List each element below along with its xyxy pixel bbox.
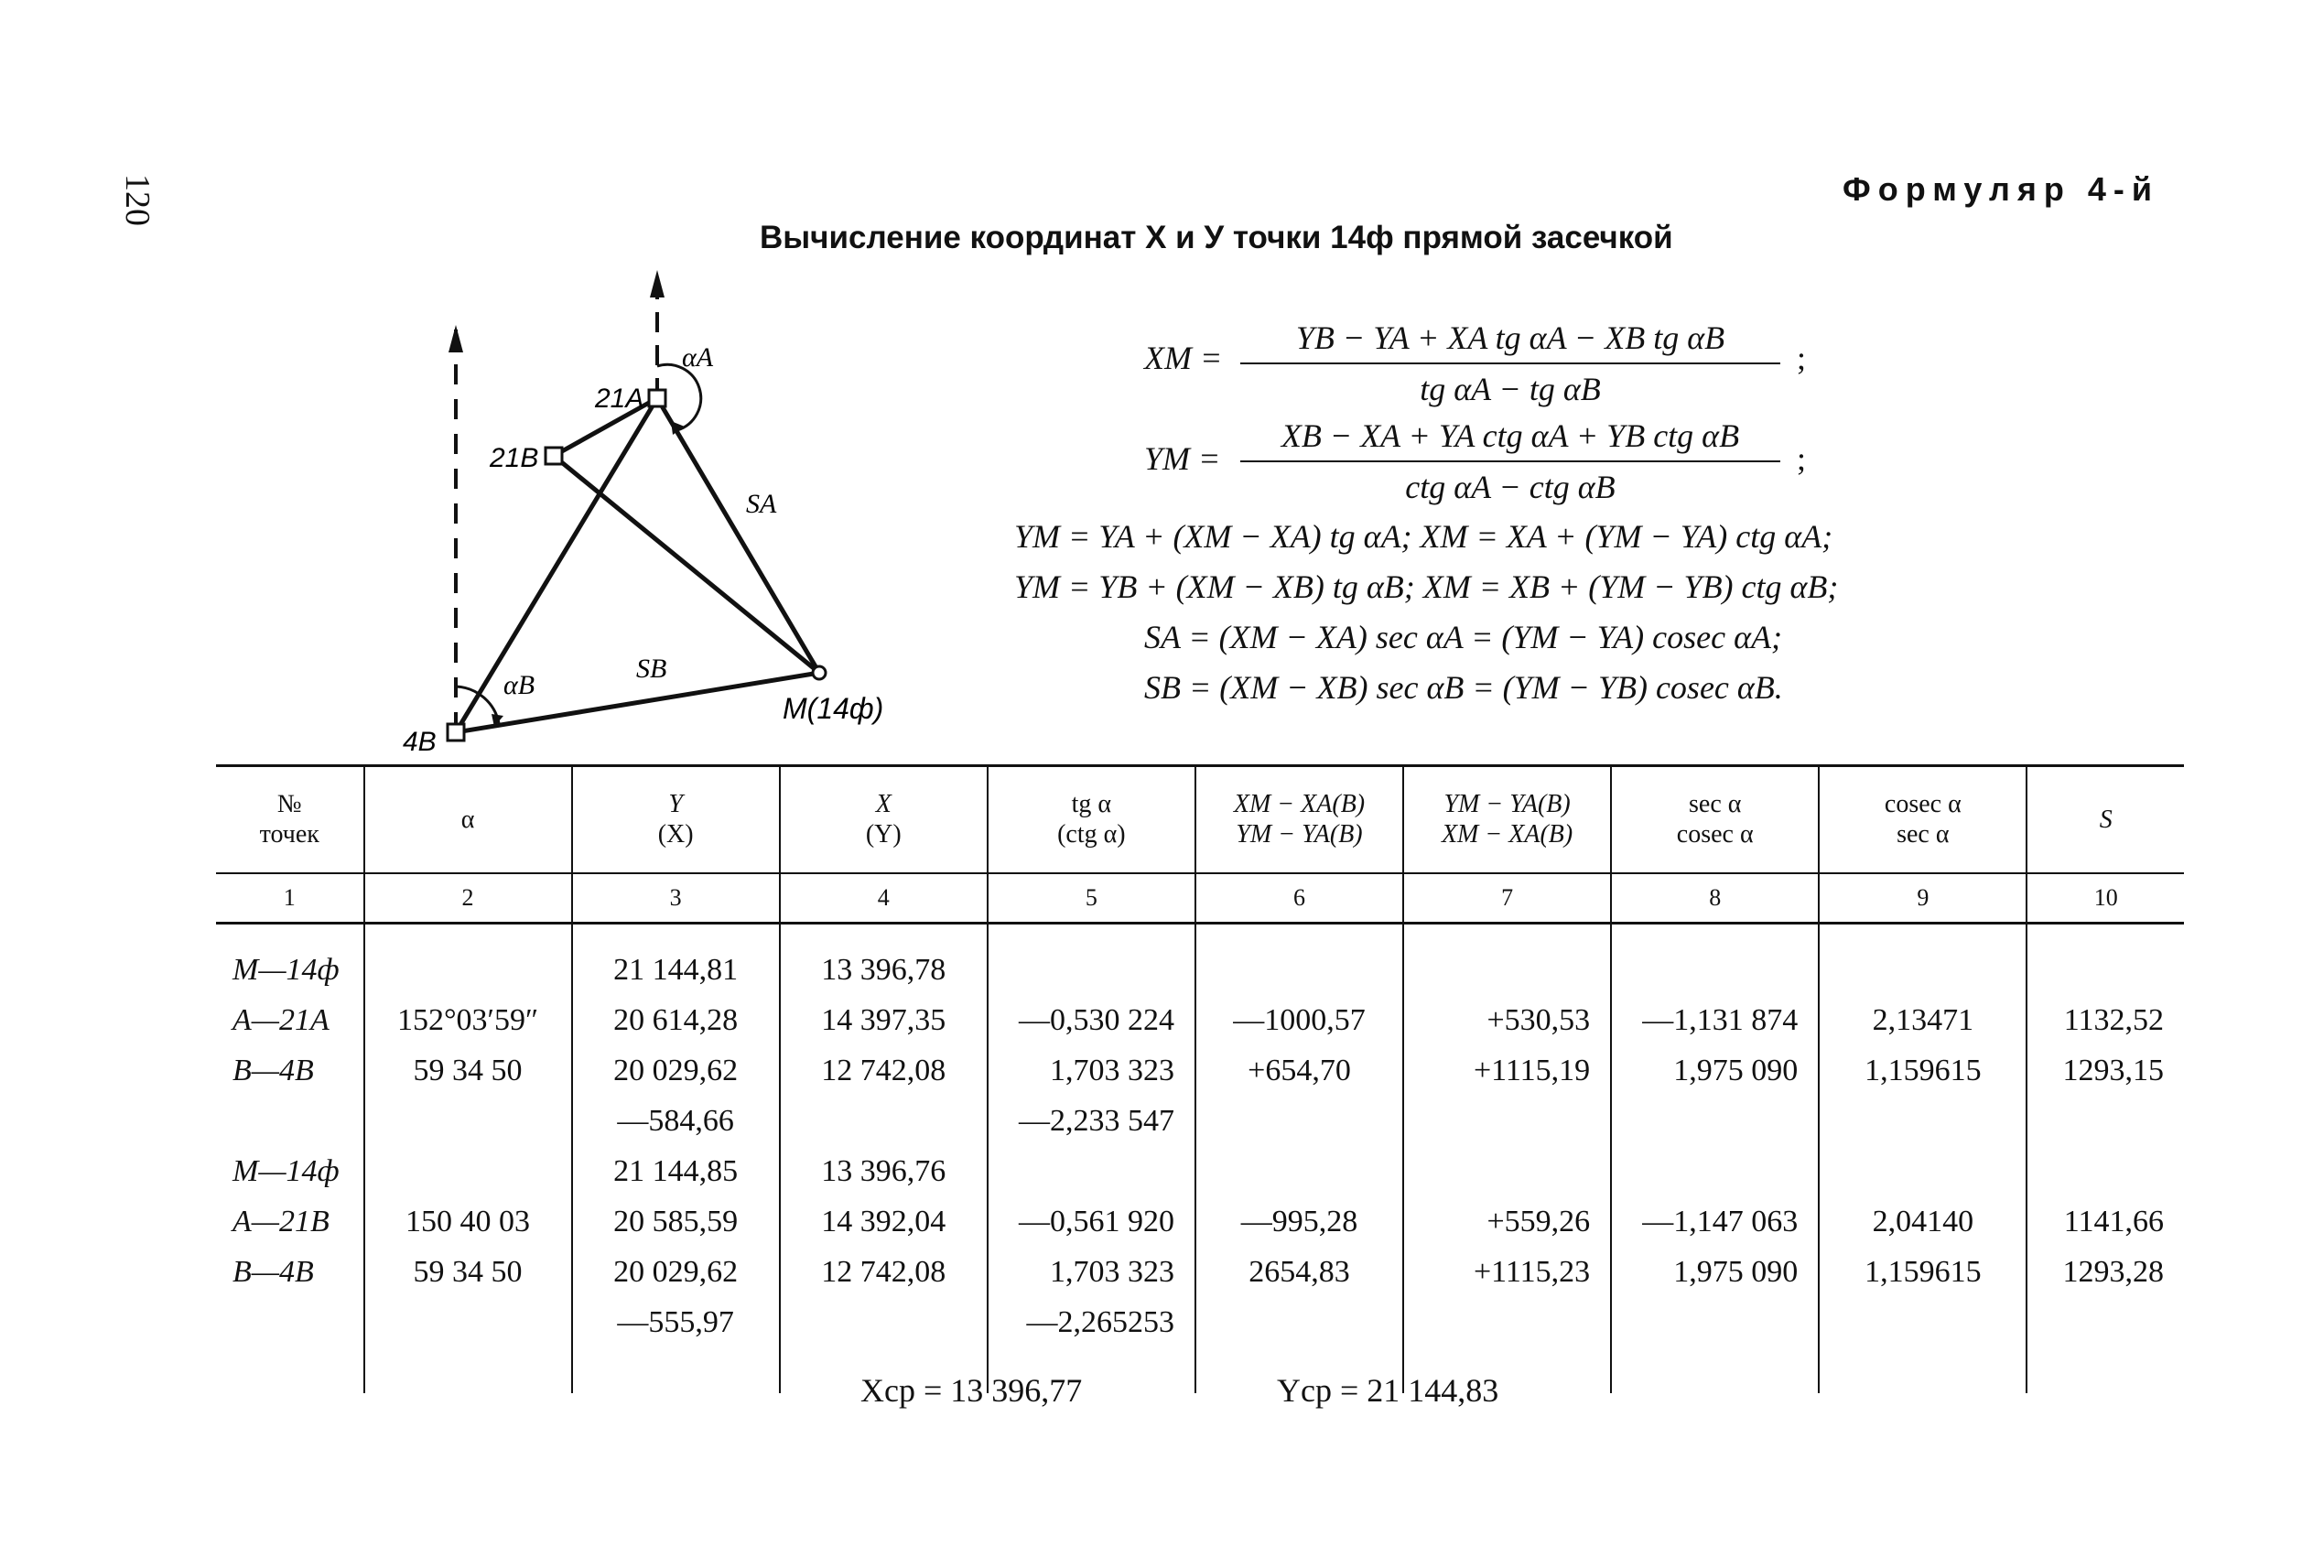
table-row bbox=[216, 1146, 2184, 1196]
table-cell: —1000,57 bbox=[1195, 995, 1403, 1045]
table-row bbox=[216, 1045, 2184, 1096]
table-cell bbox=[2027, 1297, 2184, 1347]
point-21b-marker bbox=[546, 448, 562, 464]
table-cell: 1,159615 bbox=[1819, 1045, 2027, 1096]
table-cell: 20 614,28 bbox=[572, 995, 780, 1045]
table-row bbox=[216, 995, 2184, 1045]
table-cell: 1,159615 bbox=[1819, 1247, 2027, 1297]
table-cell: —1,131 874 bbox=[1611, 995, 1819, 1045]
header-x: X (Y) bbox=[780, 766, 988, 874]
header-alpha: α bbox=[364, 766, 572, 874]
label-21a: 21A bbox=[595, 384, 644, 414]
north-arrow-21a bbox=[650, 270, 665, 297]
table-cell: 21 144,81 bbox=[572, 945, 780, 995]
formula-xm-end: ; bbox=[1797, 340, 1807, 376]
table-cell: +1115,23 bbox=[1403, 1247, 1611, 1297]
table-cell: 1141,66 bbox=[2027, 1196, 2184, 1247]
label-side-a: SA bbox=[746, 489, 777, 519]
col-number: 2 bbox=[364, 873, 572, 924]
label-4b: 4B bbox=[403, 727, 437, 757]
table-cell bbox=[1819, 1297, 2027, 1347]
col-number: 6 bbox=[1195, 873, 1403, 924]
header-diff-1: XM − XA(B) YM − YA(B) bbox=[1195, 766, 1403, 874]
table-cell: 12 742,08 bbox=[780, 1045, 988, 1096]
header-s: S bbox=[2027, 766, 2184, 874]
page-title: Вычисление координат X и У точки 14ф прямой засечкой bbox=[760, 220, 1673, 255]
x-average: Xср = 13 396,77 bbox=[860, 1372, 1083, 1409]
table-cell bbox=[1819, 1096, 2027, 1146]
label-side-b: SB bbox=[636, 654, 667, 684]
table-cell: 2,13471 bbox=[1819, 995, 2027, 1045]
table-row bbox=[216, 945, 2184, 995]
table-cell bbox=[364, 1096, 572, 1146]
table-cell: 2654,83 bbox=[1195, 1247, 1403, 1297]
table-cell: +530,53 bbox=[1403, 995, 1611, 1045]
y-average: Yср = 21 144,83 bbox=[1277, 1372, 1499, 1409]
table-cell: A—21A bbox=[232, 1002, 330, 1037]
table-cell: 1,975 090 bbox=[1611, 1045, 1819, 1096]
formula-line-3: SA = (XM − XA) sec αA = (YM − YA) cosec αA; bbox=[1144, 619, 1782, 655]
table-cell: +559,26 bbox=[1403, 1196, 1611, 1247]
header-cosec: cosec α sec α bbox=[1819, 766, 2027, 874]
table-cell: M—14ф bbox=[232, 1153, 340, 1188]
table-cell bbox=[1819, 945, 2027, 995]
table-row bbox=[216, 1096, 2184, 1146]
table-cell: —555,97 bbox=[572, 1297, 780, 1347]
header-tg: tg α (ctg α) bbox=[988, 766, 1195, 874]
table-cell: 152°03′59″ bbox=[364, 995, 572, 1045]
header-sec: sec α cosec α bbox=[1611, 766, 1819, 874]
table-cell: 1132,52 bbox=[2027, 995, 2184, 1045]
table-cell bbox=[364, 945, 572, 995]
table-cell bbox=[1195, 1146, 1403, 1196]
table-cell bbox=[1403, 945, 1611, 995]
table-cell: A—21B bbox=[232, 1204, 330, 1238]
col-number: 7 bbox=[1403, 873, 1611, 924]
col-number: 9 bbox=[1819, 873, 2027, 924]
formula-line-4: SB = (XM − XB) sec αB = (YM − YB) cosec αB. bbox=[1144, 669, 1783, 706]
table-cell: 150 40 03 bbox=[364, 1196, 572, 1247]
table-cell: —995,28 bbox=[1195, 1196, 1403, 1247]
col-number: 5 bbox=[988, 873, 1195, 924]
formula-ym-fraction bbox=[1240, 416, 1780, 506]
formula-xm-fraction bbox=[1240, 319, 1780, 408]
table-row bbox=[216, 1297, 2184, 1347]
table-cell: 14 392,04 bbox=[780, 1196, 988, 1247]
table-cell: 12 742,08 bbox=[780, 1247, 988, 1297]
table-header-row bbox=[216, 766, 2184, 874]
table-cell bbox=[1611, 1146, 1819, 1196]
table-cell: +654,70 bbox=[1195, 1045, 1403, 1096]
col-number: 3 bbox=[572, 873, 780, 924]
col-number: 1 bbox=[216, 873, 364, 924]
table-cell: 1,703 323 bbox=[988, 1247, 1195, 1297]
table-cell: 13 396,76 bbox=[780, 1146, 988, 1196]
table-cell: —0,561 920 bbox=[988, 1196, 1195, 1247]
table-cell bbox=[1819, 1146, 2027, 1196]
table-cell bbox=[364, 1146, 572, 1196]
table-cell bbox=[2027, 1096, 2184, 1146]
header-y: Y (X) bbox=[572, 766, 780, 874]
table-cell bbox=[1611, 945, 1819, 995]
col-number: 10 bbox=[2027, 873, 2184, 924]
table-cell bbox=[1195, 945, 1403, 995]
table-cell bbox=[364, 1297, 572, 1347]
line-21a-m bbox=[657, 398, 819, 673]
table-cell: 20 029,62 bbox=[572, 1045, 780, 1096]
table-cell: +1115,19 bbox=[1403, 1045, 1611, 1096]
table-row bbox=[216, 1247, 2184, 1297]
line-21b-m bbox=[554, 456, 819, 673]
point-4b-marker bbox=[448, 724, 464, 741]
page-number: 120 bbox=[118, 174, 157, 226]
table-cell bbox=[1403, 1096, 1611, 1146]
table-cell: —0,530 224 bbox=[988, 995, 1195, 1045]
table-cell: 20 585,59 bbox=[572, 1196, 780, 1247]
table-cell: —584,66 bbox=[572, 1096, 780, 1146]
table-cell: 1,975 090 bbox=[1611, 1247, 1819, 1297]
table-cell: 14 397,35 bbox=[780, 995, 988, 1045]
table-cell: 1,703 323 bbox=[988, 1045, 1195, 1096]
point-21a-marker bbox=[649, 390, 665, 406]
table-cell bbox=[216, 1297, 364, 1347]
formula-ym-end: ; bbox=[1797, 440, 1807, 477]
table-cell bbox=[1611, 1096, 1819, 1146]
table-cell bbox=[1195, 1096, 1403, 1146]
table-cell bbox=[780, 1297, 988, 1347]
formula-line-1: YM = YA + (XM − XA) tg αA; XM = XA + (YM − YA) ctg αA; bbox=[1014, 518, 1833, 555]
table-cell: 59 34 50 bbox=[364, 1045, 572, 1096]
table-cell bbox=[988, 1146, 1195, 1196]
table-cell: B—4B bbox=[232, 1053, 314, 1087]
table-cell bbox=[988, 945, 1195, 995]
table-cell bbox=[1611, 1297, 1819, 1347]
table-body bbox=[216, 924, 2184, 1394]
table-cell bbox=[1195, 1297, 1403, 1347]
formula-line-2: YM = YB + (XM − XB) tg αB; XM = XB + (YM − YB) ctg αB; bbox=[1014, 568, 1839, 605]
formula-xm-denominator: tg αA − tg αB bbox=[1420, 371, 1601, 407]
coordinates-table bbox=[216, 764, 2184, 1393]
formula-ym-lhs: YM = bbox=[1144, 440, 1221, 477]
table-cell: —2,265253 bbox=[988, 1297, 1195, 1347]
header-diff-2: YM − YA(B) XM − XA(B) bbox=[1403, 766, 1611, 874]
triangulation-diagram bbox=[366, 256, 934, 769]
col-number: 4 bbox=[780, 873, 988, 924]
label-alpha-b: αB bbox=[503, 670, 535, 700]
table-row bbox=[216, 1196, 2184, 1247]
table-cell bbox=[2027, 1146, 2184, 1196]
point-m-marker bbox=[813, 666, 826, 679]
table-cell: 13 396,78 bbox=[780, 945, 988, 995]
table-cell bbox=[2027, 945, 2184, 995]
table-cell: B—4B bbox=[232, 1254, 314, 1289]
table-cell: 21 144,85 bbox=[572, 1146, 780, 1196]
table-cell: —2,233 547 bbox=[988, 1096, 1195, 1146]
header-points: № точек bbox=[216, 766, 364, 874]
table-cell: —1,147 063 bbox=[1611, 1196, 1819, 1247]
table-cell bbox=[1403, 1146, 1611, 1196]
formula-xm-numerator: YB − YA + XA tg αA − XB tg αB bbox=[1240, 319, 1780, 364]
table-cell: 2,04140 bbox=[1819, 1196, 2027, 1247]
label-alpha-a: αA bbox=[682, 342, 714, 373]
north-arrow-4b bbox=[449, 325, 463, 352]
label-m: M(14ф) bbox=[783, 692, 884, 725]
table-cell bbox=[216, 1096, 364, 1146]
formula-xm-lhs: XM = bbox=[1144, 340, 1223, 376]
table-cell: M—14ф bbox=[232, 952, 340, 987]
table-cell: 20 029,62 bbox=[572, 1247, 780, 1297]
table-cell: 1293,28 bbox=[2027, 1247, 2184, 1297]
label-21b: 21B bbox=[490, 443, 539, 473]
col-number: 8 bbox=[1611, 873, 1819, 924]
formula-ym-numerator: XB − XA + YA ctg αA + YB ctg αB bbox=[1240, 416, 1780, 462]
table-column-numbers bbox=[216, 873, 2184, 924]
form-label: Формуляр 4-й bbox=[1843, 170, 2159, 208]
table-cell: 1293,15 bbox=[2027, 1045, 2184, 1096]
formula-ym-denominator: ctg αA − ctg αB bbox=[1405, 469, 1616, 505]
table-cell bbox=[1403, 1297, 1611, 1347]
table-cell: 59 34 50 bbox=[364, 1247, 572, 1297]
table-cell bbox=[780, 1096, 988, 1146]
